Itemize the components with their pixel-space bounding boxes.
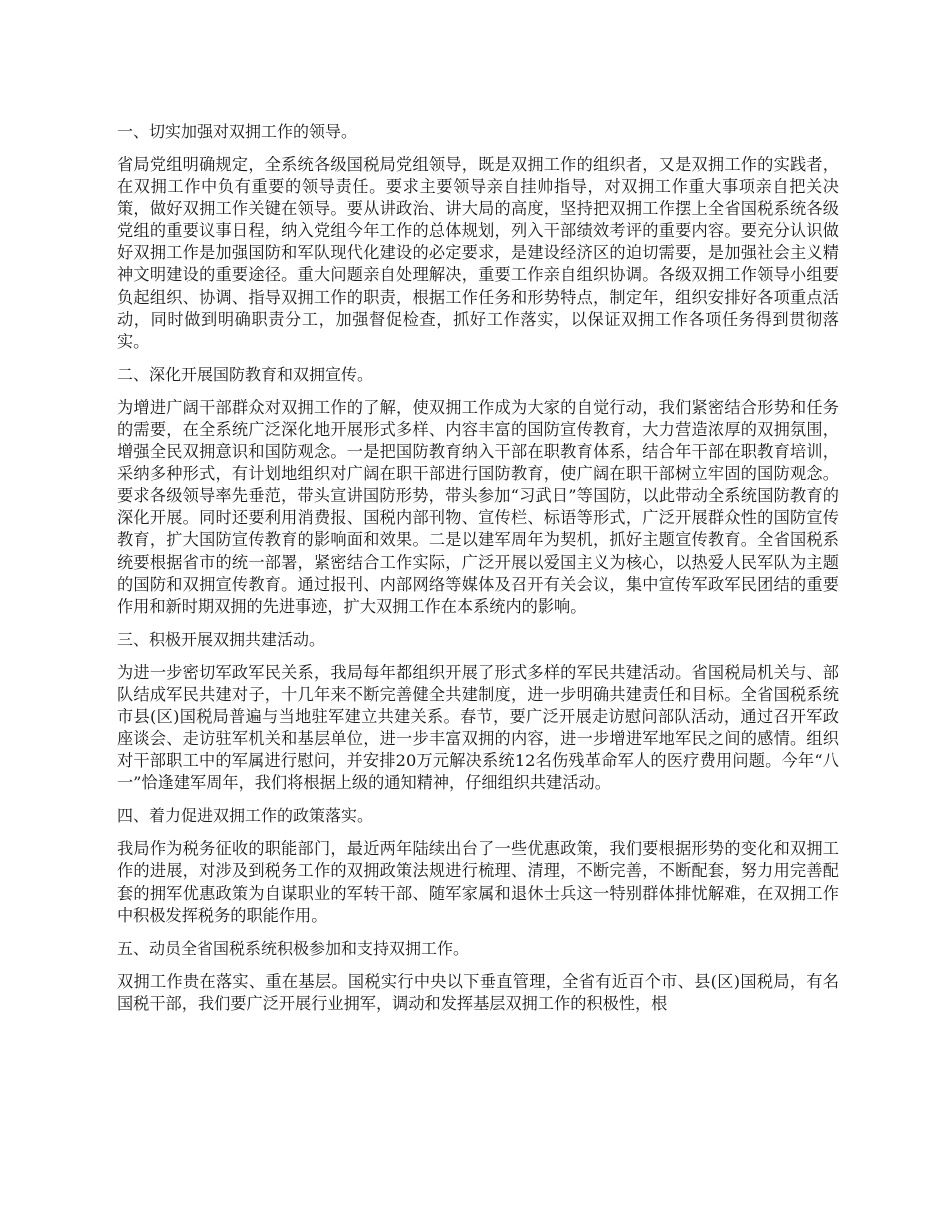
section-paragraph: 省局党组明确规定，全系统各级国税局党组领导，既是双拥工作的组织者，又是双拥工作的实践者，在双拥工作中负有重要的领导责任。要求主要领导亲自挂帅指导，对双拥工作重大事项亲自把关决策，做好双拥工作关键在领导。要从讲政治、讲大局的高度，坚持把双拥工作摆上全省国税系统各级党组的重要议事日程，纳入党组今年工作的总体规划，列入干部绩效考评的重要内容。要充分认识做好双拥工作是加强国防和军队现代化建设的必定要求，是建设经济区的迫切需要，是加强社会主义精神文明建设的重要途径。重大问题亲自处理解决，重要工作亲自组织协调。各级双拥工作领导小组要负起组织、协调、指导双拥工作的职责，根据工作任务和形势特点，制定年，组织安排好各项重点活动，同时做到明确职责分工，加强督促检查，抓好工作落实，以保证双拥工作各项任务得到贯彻落实。 xyxy=(117,155,839,351)
section-heading: 四、着力促进双拥工作的政策落实。 xyxy=(117,806,374,826)
section-paragraph: 我局作为税务征收的职能部门，最近两年陆续出台了一些优惠政策，我们要根据形势的变化和双拥工作的进展，对涉及到税务工作的双拥政策法规进行梳理、清理，不断完善，不断配套，努力用完善配套的拥军优惠政策为自谋职业的军转干部、随军家属和退休士兵这一特别群体排忧解难，在双拥工作中积极发挥税务的职能作用。 xyxy=(117,839,839,925)
section-paragraph: 为增进广阔干部群众对双拥工作的了解，使双拥工作成为大家的自觉行动，我们紧密结合形势和任务的需要，在全系统广泛深化地开展形式多样、内容丰富的国防宣传教育，大力营造浓厚的双拥氛围，增强全民双拥意识和国防观念。一是把国防教育纳入干部在职教育体系，结合年干部在职教育培训，采纳多种形式，有计划地组织对广阔在职干部进行国防教育，使广阔在职干部树立牢固的国防观念。要求各级领导率先垂范，带头宣讲国防形势，带头参加“习武日”等国防，以此带动全系统国防教育的深化开展。同时还要利用消费报、国税内部刊物、宣传栏、标语等形式，广泛开展群众性的国防宣传教育，扩大国防宣传教育的影响面和效果。二是以建军周年为契机，抓好主题宣传教育。全省国税系统要根据省市的统一部署，紧密结合工作实际，广泛开展以爱国主义为核心，以热爱人民军队为主题的国防和双拥宣传教育。通过报刊、内部网络等媒体及召开有关会议，集中宣传军政军民团结的重要作用和新时期双拥的先进事迹，扩大双拥工作在本系统内的影响。 xyxy=(117,397,839,616)
section-heading: 五、动员全省国税系统积极参加和支持双拥工作。 xyxy=(117,938,470,958)
section-policy xyxy=(117,805,839,926)
section-joint-building xyxy=(117,629,839,795)
section-leadership xyxy=(117,121,839,353)
section-defense-education xyxy=(117,364,839,618)
section-paragraph: 双拥工作贵在落实、重在基层。国税实行中央以下垂直管理，全省有近百个市、县(区)国税局，有名国税干部，我们要广泛开展行业拥军，调动和发挥基层双拥工作的积极性，根 xyxy=(117,971,839,1013)
document-page xyxy=(117,121,839,1026)
section-heading: 二、深化开展国防教育和双拥宣传。 xyxy=(117,364,374,384)
section-heading: 一、切实加强对双拥工作的领导。 xyxy=(117,122,358,141)
section-mobilization xyxy=(117,938,839,1015)
section-paragraph: 为进一步密切军政军民关系，我局每年都组织开展了形式多样的军民共建活动。省国税局机关与、部队结成军民共建对子，十几年来不断完善健全共建制度，进一步明确共建责任和目标。全省国税系统市县(区)国税局普遍与当地驻军建立共建关系。春节，要广泛开展走访慰问部队活动，通过召开军政座谈会、走访驻军机关和基层单位，进一步丰富双拥的内容，进一步增进军地军民之间的感情。组织对干部职工中的军属进行慰问，并安排20万元解决系统12名伤残革命军人的医疗费用问题。今年“八一”恰逢建军周年，我们将根据上级的通知精神，仔细组织共建活动。 xyxy=(117,662,839,793)
section-heading: 三、积极开展双拥共建活动。 xyxy=(117,629,326,649)
